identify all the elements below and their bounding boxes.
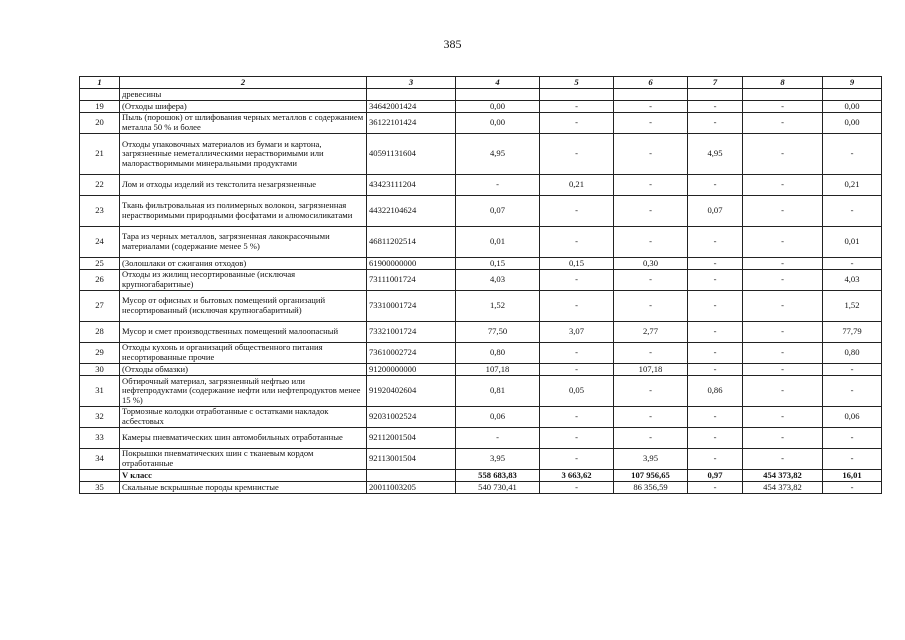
waste-name: (Отходы обмазки) bbox=[120, 364, 367, 376]
fkko-code: 43423111204 bbox=[367, 175, 456, 196]
fkko-code: 20011003205 bbox=[367, 482, 456, 494]
value-cell: 0,05 bbox=[540, 376, 614, 407]
row-number bbox=[80, 470, 120, 482]
value-cell: - bbox=[743, 270, 823, 291]
table-row bbox=[80, 482, 882, 494]
fkko-code: 73111001724 bbox=[367, 270, 456, 291]
value-cell: - bbox=[688, 407, 743, 428]
waste-name: Ткань фильтровальная из полимерных волокон, загрязненная нерастворимыми природными фосфатами и алюмосиликатами bbox=[120, 196, 367, 227]
row-number: 27 bbox=[80, 291, 120, 322]
waste-name: (Отходы шифера) bbox=[120, 101, 367, 113]
value-cell: 0,21 bbox=[540, 175, 614, 196]
waste-name: древесины bbox=[120, 89, 367, 101]
value-cell: - bbox=[540, 270, 614, 291]
value-cell: 0,01 bbox=[456, 227, 540, 258]
table-row bbox=[80, 134, 882, 175]
column-header: 8 bbox=[743, 77, 823, 89]
value-cell: - bbox=[614, 101, 688, 113]
value-cell bbox=[614, 89, 688, 101]
fkko-code bbox=[367, 89, 456, 101]
waste-name: Отходы кухонь и организаций общественного питания несортированные прочие bbox=[120, 343, 367, 364]
fkko-code: 40591131604 bbox=[367, 134, 456, 175]
value-cell: - bbox=[743, 364, 823, 376]
value-cell: - bbox=[823, 258, 882, 270]
fkko-code: 91920402604 bbox=[367, 376, 456, 407]
value-cell: - bbox=[823, 134, 882, 175]
value-cell: - bbox=[614, 134, 688, 175]
value-cell: 86 356,59 bbox=[614, 482, 688, 494]
value-cell: 0,15 bbox=[540, 258, 614, 270]
table-row bbox=[80, 322, 882, 343]
value-cell bbox=[688, 89, 743, 101]
value-cell: - bbox=[743, 227, 823, 258]
value-cell: - bbox=[540, 196, 614, 227]
value-cell: 0,15 bbox=[456, 258, 540, 270]
row-number: 26 bbox=[80, 270, 120, 291]
waste-table bbox=[79, 76, 882, 494]
value-cell: - bbox=[540, 134, 614, 175]
value-cell: - bbox=[540, 482, 614, 494]
waste-name: Скальные вскрышные породы кремнистые bbox=[120, 482, 367, 494]
waste-name: Камеры пневматических шин автомобильных отработанные bbox=[120, 428, 367, 449]
value-cell: - bbox=[743, 343, 823, 364]
value-cell: 0,01 bbox=[823, 227, 882, 258]
table-row bbox=[80, 364, 882, 376]
fkko-code: 44322104624 bbox=[367, 196, 456, 227]
row-number: 29 bbox=[80, 343, 120, 364]
value-cell: - bbox=[743, 175, 823, 196]
value-cell: - bbox=[614, 227, 688, 258]
table-row bbox=[80, 407, 882, 428]
value-cell: - bbox=[614, 428, 688, 449]
value-cell: - bbox=[540, 428, 614, 449]
value-cell: 107 956,65 bbox=[614, 470, 688, 482]
value-cell: - bbox=[614, 376, 688, 407]
value-cell: 0,80 bbox=[456, 343, 540, 364]
waste-name: V класс bbox=[120, 470, 367, 482]
value-cell: - bbox=[688, 113, 743, 134]
waste-name: Мусор от офисных и бытовых помещений организаций несортированный (исключая крупногабаритный) bbox=[120, 291, 367, 322]
row-number bbox=[80, 89, 120, 101]
value-cell: - bbox=[614, 291, 688, 322]
value-cell bbox=[456, 89, 540, 101]
fkko-code: 92113001504 bbox=[367, 449, 456, 470]
value-cell: 0,00 bbox=[823, 101, 882, 113]
value-cell: 558 683,83 bbox=[456, 470, 540, 482]
table-row bbox=[80, 227, 882, 258]
value-cell: - bbox=[743, 113, 823, 134]
value-cell: - bbox=[743, 376, 823, 407]
table-row bbox=[80, 175, 882, 196]
value-cell: 3,07 bbox=[540, 322, 614, 343]
value-cell: 0,07 bbox=[456, 196, 540, 227]
value-cell: 0,30 bbox=[614, 258, 688, 270]
column-header: 4 bbox=[456, 77, 540, 89]
waste-name: Тара из черных металлов, загрязненная лакокрасочными материалами (содержание менее 5 %) bbox=[120, 227, 367, 258]
column-header: 6 bbox=[614, 77, 688, 89]
table-body bbox=[80, 89, 882, 494]
value-cell: - bbox=[688, 364, 743, 376]
value-cell: - bbox=[614, 113, 688, 134]
row-number: 32 bbox=[80, 407, 120, 428]
fkko-code: 73610002724 bbox=[367, 343, 456, 364]
row-number: 19 bbox=[80, 101, 120, 113]
value-cell: 0,81 bbox=[456, 376, 540, 407]
waste-name: Обтирочный материал, загрязненный нефтью или нефтепродуктами (содержание нефти или нефтепродуктов менее 15 %) bbox=[120, 376, 367, 407]
value-cell: - bbox=[688, 270, 743, 291]
row-number: 33 bbox=[80, 428, 120, 449]
value-cell: - bbox=[540, 113, 614, 134]
value-cell: - bbox=[823, 482, 882, 494]
value-cell: - bbox=[688, 258, 743, 270]
table-row bbox=[80, 428, 882, 449]
fkko-code: 73310001724 bbox=[367, 291, 456, 322]
table-row bbox=[80, 376, 882, 407]
column-header: 9 bbox=[823, 77, 882, 89]
row-number: 31 bbox=[80, 376, 120, 407]
value-cell: - bbox=[743, 428, 823, 449]
waste-name: (Золошлаки от сжигания отходов) bbox=[120, 258, 367, 270]
value-cell bbox=[540, 89, 614, 101]
value-cell: - bbox=[614, 270, 688, 291]
fkko-code: 61900000000 bbox=[367, 258, 456, 270]
waste-name: Покрышки пневматических шин с тканевым кордом отработанные bbox=[120, 449, 367, 470]
value-cell: 0,80 bbox=[823, 343, 882, 364]
column-header: 1 bbox=[80, 77, 120, 89]
value-cell: - bbox=[688, 101, 743, 113]
value-cell: 77,50 bbox=[456, 322, 540, 343]
value-cell: 454 373,82 bbox=[743, 470, 823, 482]
value-cell: 3 663,62 bbox=[540, 470, 614, 482]
value-cell: 3,95 bbox=[614, 449, 688, 470]
value-cell: - bbox=[823, 428, 882, 449]
value-cell: 107,18 bbox=[614, 364, 688, 376]
table-row bbox=[80, 101, 882, 113]
fkko-code: 91200000000 bbox=[367, 364, 456, 376]
value-cell bbox=[743, 89, 823, 101]
value-cell: - bbox=[540, 364, 614, 376]
table-row bbox=[80, 89, 882, 101]
value-cell: - bbox=[688, 291, 743, 322]
value-cell: - bbox=[688, 227, 743, 258]
fkko-code: 36122101424 bbox=[367, 113, 456, 134]
value-cell: 107,18 bbox=[456, 364, 540, 376]
row-number: 30 bbox=[80, 364, 120, 376]
value-cell: 0,00 bbox=[456, 101, 540, 113]
value-cell: - bbox=[614, 196, 688, 227]
value-cell: 0,06 bbox=[823, 407, 882, 428]
table-row bbox=[80, 258, 882, 270]
table-row bbox=[80, 270, 882, 291]
row-number: 28 bbox=[80, 322, 120, 343]
value-cell: 2,77 bbox=[614, 322, 688, 343]
column-header: 2 bbox=[120, 77, 367, 89]
waste-name: Отходы упаковочных материалов из бумаги и картона, загрязненные неметаллическими нерастворимыми или малорастворимыми минеральными продуктами bbox=[120, 134, 367, 175]
value-cell: 16,01 bbox=[823, 470, 882, 482]
value-cell: 540 730,41 bbox=[456, 482, 540, 494]
value-cell: - bbox=[456, 175, 540, 196]
value-cell: 0,86 bbox=[688, 376, 743, 407]
value-cell: 0,07 bbox=[688, 196, 743, 227]
waste-name: Лом и отходы изделий из текстолита незагрязненные bbox=[120, 175, 367, 196]
value-cell: - bbox=[456, 428, 540, 449]
value-cell: - bbox=[614, 343, 688, 364]
fkko-code: 46811202514 bbox=[367, 227, 456, 258]
waste-name: Отходы из жилищ несортированные (исключая крупногабаритные) bbox=[120, 270, 367, 291]
value-cell: 0,00 bbox=[456, 113, 540, 134]
row-number: 20 bbox=[80, 113, 120, 134]
class-total-row bbox=[80, 470, 882, 482]
value-cell: - bbox=[688, 175, 743, 196]
value-cell: - bbox=[688, 449, 743, 470]
value-cell: - bbox=[823, 364, 882, 376]
row-number: 22 bbox=[80, 175, 120, 196]
value-cell: - bbox=[688, 482, 743, 494]
waste-name: Пыль (порошок) от шлифования черных металлов с содержанием металла 50 % и более bbox=[120, 113, 367, 134]
value-cell: - bbox=[688, 322, 743, 343]
value-cell: - bbox=[743, 196, 823, 227]
row-number: 25 bbox=[80, 258, 120, 270]
row-number: 24 bbox=[80, 227, 120, 258]
value-cell: - bbox=[743, 101, 823, 113]
value-cell: 4,95 bbox=[688, 134, 743, 175]
table-row bbox=[80, 449, 882, 470]
value-cell: 3,95 bbox=[456, 449, 540, 470]
column-header: 7 bbox=[688, 77, 743, 89]
column-header: 5 bbox=[540, 77, 614, 89]
value-cell: - bbox=[540, 291, 614, 322]
value-cell: 0,00 bbox=[823, 113, 882, 134]
value-cell: - bbox=[823, 376, 882, 407]
value-cell: - bbox=[743, 322, 823, 343]
value-cell: - bbox=[540, 449, 614, 470]
table-row bbox=[80, 113, 882, 134]
row-number: 35 bbox=[80, 482, 120, 494]
value-cell: - bbox=[743, 258, 823, 270]
page-number: 385 bbox=[443, 37, 462, 51]
value-cell: - bbox=[823, 449, 882, 470]
value-cell: - bbox=[540, 101, 614, 113]
fkko-code bbox=[367, 470, 456, 482]
value-cell: - bbox=[823, 196, 882, 227]
column-header: 3 bbox=[367, 77, 456, 89]
value-cell: - bbox=[688, 428, 743, 449]
fkko-code: 92112001504 bbox=[367, 428, 456, 449]
value-cell: - bbox=[688, 343, 743, 364]
value-cell: - bbox=[743, 407, 823, 428]
value-cell: 0,06 bbox=[456, 407, 540, 428]
value-cell: - bbox=[743, 449, 823, 470]
value-cell: - bbox=[540, 343, 614, 364]
value-cell: - bbox=[743, 291, 823, 322]
fkko-code: 73321001724 bbox=[367, 322, 456, 343]
value-cell: 77,79 bbox=[823, 322, 882, 343]
value-cell: - bbox=[540, 407, 614, 428]
value-cell: - bbox=[614, 175, 688, 196]
value-cell: 1,52 bbox=[456, 291, 540, 322]
row-number: 23 bbox=[80, 196, 120, 227]
value-cell: - bbox=[540, 227, 614, 258]
value-cell bbox=[823, 89, 882, 101]
value-cell: 4,03 bbox=[823, 270, 882, 291]
table-row bbox=[80, 343, 882, 364]
header-row bbox=[80, 77, 882, 89]
value-cell: 4,03 bbox=[456, 270, 540, 291]
value-cell: 454 373,82 bbox=[743, 482, 823, 494]
table-row bbox=[80, 291, 882, 322]
waste-name: Тормозные колодки отработанные с остатками накладок асбестовых bbox=[120, 407, 367, 428]
value-cell: 0,97 bbox=[688, 470, 743, 482]
row-number: 21 bbox=[80, 134, 120, 175]
value-cell: - bbox=[614, 407, 688, 428]
waste-name: Мусор и смет производственных помещений малоопасный bbox=[120, 322, 367, 343]
value-cell: 0,21 bbox=[823, 175, 882, 196]
table-row bbox=[80, 196, 882, 227]
row-number: 34 bbox=[80, 449, 120, 470]
value-cell: 4,95 bbox=[456, 134, 540, 175]
value-cell: - bbox=[743, 134, 823, 175]
value-cell: 1,52 bbox=[823, 291, 882, 322]
fkko-code: 92031002524 bbox=[367, 407, 456, 428]
fkko-code: 34642001424 bbox=[367, 101, 456, 113]
